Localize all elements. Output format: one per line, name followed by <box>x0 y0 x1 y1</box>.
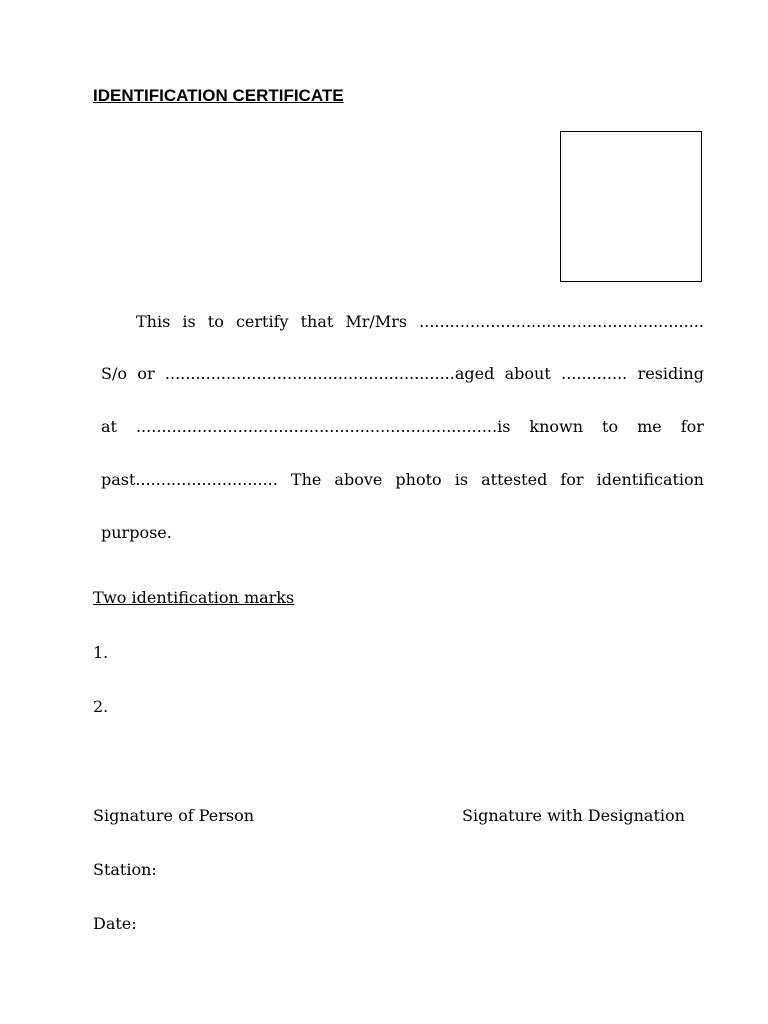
word: known <box>529 417 584 436</box>
word: This <box>136 312 171 331</box>
word: for <box>560 470 584 489</box>
word: Mr/Mrs <box>345 312 408 331</box>
certificate-line-2 <box>101 363 704 385</box>
word: to <box>207 312 224 331</box>
word: identification <box>596 470 704 489</box>
word: S/o <box>101 364 127 383</box>
mark-item-1: 1. <box>93 643 109 662</box>
marks-heading: Two identification marks <box>93 588 295 607</box>
word: that <box>300 312 334 331</box>
word: residing <box>637 364 704 383</box>
certificate-line-4 <box>101 469 704 491</box>
page-title: IDENTIFICATION CERTIFICATE <box>93 86 344 105</box>
certificate-line-5 <box>101 522 704 544</box>
word: is <box>182 312 196 331</box>
word: certify <box>235 312 289 331</box>
word: or <box>137 364 155 383</box>
station-label: Station: <box>93 860 157 879</box>
parent-blank: .........................................................aged <box>164 364 495 383</box>
word: The <box>290 470 322 489</box>
address-blank: .......................................................................is <box>135 417 511 436</box>
duration-blank: past............................ <box>101 470 278 489</box>
word: attested <box>481 470 548 489</box>
signature-designation-label: Signature with Designation <box>462 806 685 825</box>
word: to <box>602 417 619 436</box>
date-label: Date: <box>93 914 137 933</box>
age-blank: ............. <box>561 364 628 383</box>
word: purpose. <box>101 523 172 542</box>
name-blank: ........................................................ <box>419 312 704 331</box>
certificate-line-1 <box>101 311 704 333</box>
word: me <box>637 417 662 436</box>
photo-box <box>560 131 702 282</box>
signature-person-label: Signature of Person <box>93 806 255 825</box>
word: is <box>454 470 469 489</box>
word: at <box>101 417 117 436</box>
word: photo <box>395 470 442 489</box>
word: above <box>334 470 383 489</box>
certificate-line-3 <box>101 416 704 438</box>
mark-item-2: 2. <box>93 697 109 716</box>
word: for <box>680 417 704 436</box>
word: about <box>504 364 551 383</box>
